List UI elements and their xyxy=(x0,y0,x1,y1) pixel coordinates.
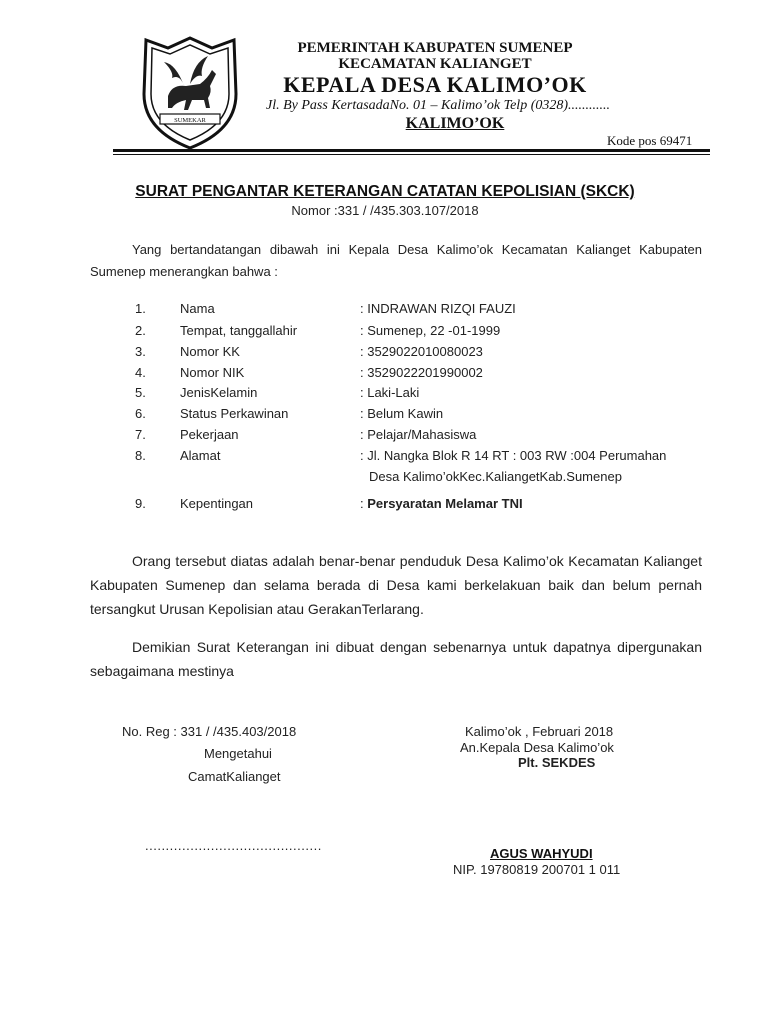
item-value: : 3529022010080023 xyxy=(360,344,483,359)
item-number: 6. xyxy=(135,406,146,421)
signature-dotted-line: ........................................... xyxy=(145,838,322,853)
item-value-prefix: : xyxy=(360,496,368,511)
item-value: : 3529022201990002 xyxy=(360,365,483,380)
list-item xyxy=(0,365,768,385)
list-item xyxy=(0,301,768,321)
intro-paragraph: Yang bertandatangan dibawah ini Kepala Desa Kalimo’ok Kecamatan Kalianget Kabupaten Sumenep menerangkan bahwa : xyxy=(90,242,702,279)
item-value xyxy=(360,496,523,511)
list-item xyxy=(0,323,768,343)
item-label: JenisKelamin xyxy=(180,385,258,400)
item-value: : Laki-Laki xyxy=(360,385,420,400)
letter-title: SURAT PENGANTAR KETERANGAN CATATAN KEPOLISIAN (SKCK) xyxy=(135,183,635,200)
item-label: Kepentingan xyxy=(180,496,254,511)
list-item xyxy=(0,385,768,405)
item-label: Nomor NIK xyxy=(180,365,245,380)
header-village: KALIMO’OK xyxy=(405,115,505,132)
item-value-emphasis: Persyaratan Melamar TNI xyxy=(367,496,523,511)
item-value-continuation: Desa Kalimo’okKec.KaliangetKab.Sumenep xyxy=(369,469,622,484)
header-address: Jl. By Pass KertasadaNo. 01 – Kalimo’ok Telp (0328)............ xyxy=(266,98,611,113)
item-value: : Pelajar/Mahasiswa xyxy=(360,427,477,442)
signatory-name: AGUS WAHYUDI xyxy=(490,846,593,861)
item-label: Pekerjaan xyxy=(180,427,239,442)
item-label: Status Perkawinan xyxy=(180,406,289,421)
closing-paragraph: Demikian Surat Keterangan ini dibuat dengan sebenarnya untuk dapatnya dipergunakan sebagaimana mestinya xyxy=(90,639,702,679)
header-district-line: KECAMATAN KALIANGET xyxy=(338,56,532,72)
place-date: Kalimo’ok , Februari 2018 xyxy=(465,724,614,739)
on-behalf-label: An.Kepala Desa Kalimo’ok xyxy=(460,740,614,755)
header-office-line: KEPALA DESA KALIMO’OK xyxy=(283,72,587,97)
item-number: 2. xyxy=(135,323,146,338)
item-label: Nomor KK xyxy=(180,344,240,359)
header-rule-thick xyxy=(113,149,710,152)
header-rule-thin xyxy=(113,154,710,155)
list-item xyxy=(0,448,768,484)
item-value: : Jl. Nangka Blok R 14 RT : 003 RW :004 Perumahan xyxy=(360,448,667,463)
item-number: 3. xyxy=(135,344,146,359)
item-number: 9. xyxy=(135,496,146,511)
item-number: 8. xyxy=(135,448,146,463)
item-number: 1. xyxy=(135,301,146,316)
letter-number: Nomor :331 / /435.303.107/2018 xyxy=(291,203,479,218)
acknowledged-label: Mengetahui xyxy=(204,746,272,761)
list-item xyxy=(0,406,768,426)
header-postal-code: Kode pos 69471 xyxy=(607,133,693,148)
acting-title: Plt. SEKDES xyxy=(518,755,596,770)
item-value: : INDRAWAN RIZQI FAUZI xyxy=(360,301,516,316)
logo-ribbon-text: SUMEKAR xyxy=(174,117,206,124)
list-item xyxy=(0,427,768,447)
registration-number: No. Reg : 331 / /435.403/2018 xyxy=(122,724,297,739)
item-label: Alamat xyxy=(180,448,221,463)
item-number: 7. xyxy=(135,427,146,442)
list-item xyxy=(0,344,768,364)
list-item xyxy=(0,496,768,516)
statement-paragraph: Orang tersebut diatas adalah benar-benar penduduk Desa Kalimo’ok Kecamatan Kalianget Kabupaten Sumenep dan selama berada di Desa kami berkelakuan baik dan belum pernah tersangkut Urusan Kepolisian atau GerakanTerlarang. xyxy=(90,553,702,617)
sub-district-head-label: CamatKalianget xyxy=(188,769,281,784)
signatory-nip: NIP. 19780819 200701 1 011 xyxy=(453,862,621,877)
item-value: : Sumenep, 22 -01-1999 xyxy=(360,323,501,338)
header-government-line: PEMERINTAH KABUPATEN SUMENEP xyxy=(297,40,573,56)
item-number: 5. xyxy=(135,385,146,400)
item-number: 4. xyxy=(135,365,146,380)
item-label: Tempat, tanggallahir xyxy=(180,323,298,338)
item-label: Nama xyxy=(180,301,215,316)
regency-emblem-logo xyxy=(138,34,242,152)
item-value: : Belum Kawin xyxy=(360,406,444,421)
